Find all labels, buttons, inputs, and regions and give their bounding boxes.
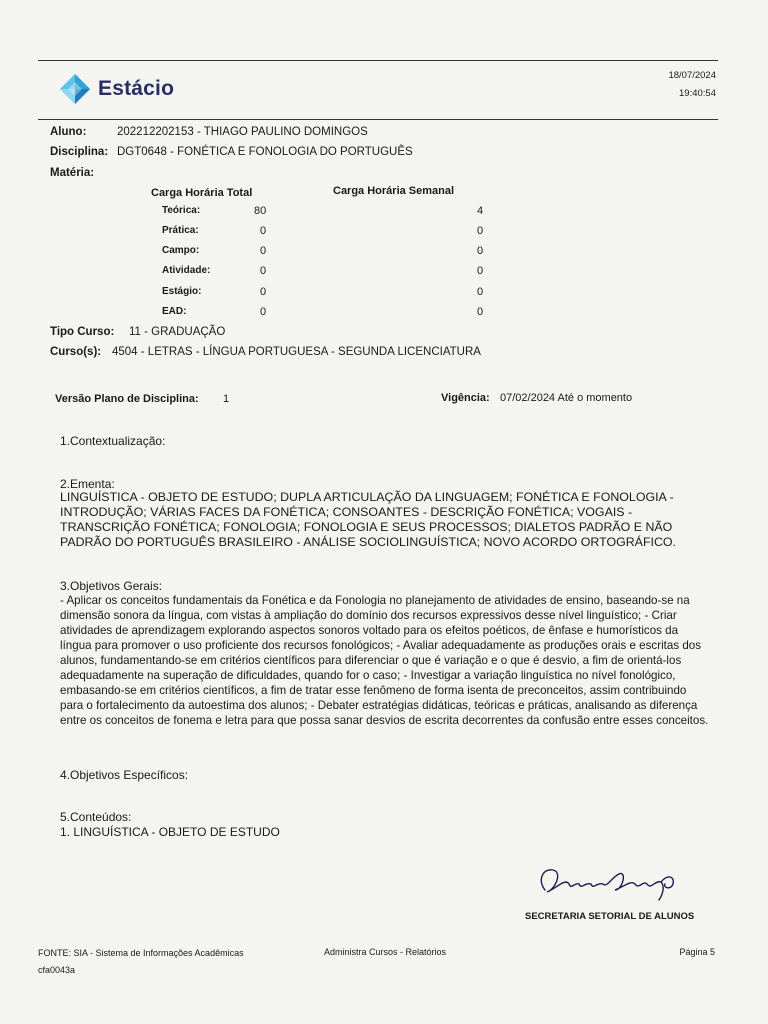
versao-value: 1 bbox=[223, 393, 230, 405]
hours-total-campo: 0 bbox=[260, 245, 267, 257]
hours-weekly-pratica: 0 bbox=[477, 225, 484, 237]
contextualizacao-title: 1.Contextualização: bbox=[60, 434, 166, 448]
hours-total-ead: 0 bbox=[260, 306, 267, 318]
carga-total-header: Carga Horária Total bbox=[151, 187, 253, 199]
ementa-title: 2.Ementa: bbox=[60, 477, 115, 491]
conteudos-list bbox=[60, 825, 280, 840]
report-time: 19:40:54 bbox=[679, 88, 716, 99]
hours-total-teorica: 80 bbox=[254, 205, 267, 217]
hours-weekly-atividade: 0 bbox=[477, 265, 484, 277]
hours-label-estagio: Estágio: bbox=[162, 286, 202, 297]
aluno-label: Aluno: bbox=[50, 126, 87, 138]
cursos-label: Curso(s): bbox=[50, 346, 102, 358]
objetivos-gerais-title: 3.Objetivos Gerais: bbox=[60, 579, 163, 593]
hours-label-pratica: Prática: bbox=[162, 225, 199, 236]
objetivos-gerais-text: - Aplicar os conceitos fundamentais da Fonética e da Fonologia no planejamento de atividades de ensino, baseando-se na dimensão sonora da língua, com vistas à ampliação do domínio dos recursos expressivos desse nível linguístico; - Criar atividades de aprendizagem explorando aspectos sonoros voltado para os efeitos poéticos, de ênfase e humorísticos da língua para promover o uso proficiente dos recursos fonológicos; - Avaliar adequadamente as produções orais e escritas dos alunos, fundamentando-se em critérios científicos para diferenciar o que é variação e o que é desvio, a fim de orientá-los adequadamente na superação de dificuldades, quando for o caso; - Investigar a variação linguística no nível fonológico, embasando-se em critérios científicos, a fim de tratar esse fenômeno de forma isenta de preconceitos, assim contribuindo para o fortalecimento da autoestima dos alunos; - Debater estratégias didáticas, teóricas e práticas, analisando as diferença entre os conceitos de fonema e letra para que possa sanar desvios de escrita decorrentes da confusão entre esses conceitos. bbox=[60, 594, 709, 727]
report-date: 18/07/2024 bbox=[668, 70, 716, 81]
hours-label-ead: EAD: bbox=[162, 306, 187, 317]
estacio-logo bbox=[58, 72, 174, 106]
cursos-value: 4504 - LETRAS - LÍNGUA PORTUGUESA - SEGUNDA LICENCIATURA bbox=[112, 346, 481, 358]
hours-weekly-ead: 0 bbox=[477, 306, 484, 318]
vigencia-value: 07/02/2024 Até o momento bbox=[500, 392, 633, 404]
page-number: Página 5 bbox=[679, 947, 715, 957]
disciplina-label: Disciplina: bbox=[50, 146, 109, 158]
logo-text: Estácio bbox=[98, 77, 175, 100]
hours-total-pratica: 0 bbox=[260, 225, 267, 237]
hours-total-atividade: 0 bbox=[260, 265, 267, 277]
objetivos-especificos-title: 4.Objetivos Específicos: bbox=[60, 768, 189, 782]
hours-weekly-campo: 0 bbox=[477, 245, 484, 257]
header-rule bbox=[38, 119, 718, 120]
top-rule bbox=[38, 60, 718, 61]
hours-label-teorica: Teórica: bbox=[162, 205, 201, 216]
hours-total-estagio: 0 bbox=[260, 286, 267, 298]
conteudos-title: 5.Conteúdos: bbox=[60, 810, 132, 824]
carga-semanal-header: Carga Horária Semanal bbox=[333, 185, 455, 197]
vigencia-label: Vigência: bbox=[441, 392, 490, 404]
footer-source: FONTE: SIA - Sistema de Informações Acadêmicas bbox=[38, 948, 244, 958]
materia-label: Matéria: bbox=[50, 167, 95, 179]
estacio-logo-icon bbox=[58, 72, 92, 106]
footer-code: cfa0043a bbox=[38, 965, 76, 975]
hours-weekly-estagio: 0 bbox=[477, 286, 484, 298]
aluno-value: 202212202153 - THIAGO PAULINO DOMINGOS bbox=[117, 126, 368, 138]
tipo-curso-value: 11 - GRADUAÇÃO bbox=[129, 326, 226, 338]
disciplina-value: DGT0648 - FONÉTICA E FONOLOGIA DO PORTUGUÊS bbox=[117, 146, 413, 158]
signature-caption: SECRETARIA SETORIAL DE ALUNOS bbox=[525, 911, 695, 922]
hours-label-atividade: Atividade: bbox=[162, 265, 211, 276]
handwritten-signature bbox=[535, 860, 695, 902]
footer-center: Administra Cursos - Relatórios bbox=[324, 947, 447, 957]
conteudos-item: 1. LINGUÍSTICA - OBJETO DE ESTUDO bbox=[60, 825, 280, 839]
ementa-text: LINGUÍSTICA - OBJETO DE ESTUDO; DUPLA ARTICULAÇÃO DA LINGUAGEM; FONÉTICA E FONOLOGIA - INTRODUÇÃO; VÁRIAS FACES DA FONÉTICA; CONSOANTES - DESCRIÇÃO FONÉTICA; VOGAIS - TRANSCRIÇÃO FONÉTICA; FONOLOGIA; FONOLOGIA E SEUS PROCESSOS; DIALETOS PADRÃO E NÃO PADRÃO DO PORTUGUÊS BRASILEIRO - ANÁLISE SOCIOLINGUÍSTICA; NOVO ACORDO ORTOGRÁFICO. bbox=[60, 490, 676, 549]
hours-weekly-teorica: 4 bbox=[477, 205, 484, 217]
tipo-curso-label: Tipo Curso: bbox=[50, 326, 115, 338]
versao-label: Versão Plano de Disciplina: bbox=[55, 393, 199, 405]
hours-label-campo: Campo: bbox=[162, 245, 200, 256]
